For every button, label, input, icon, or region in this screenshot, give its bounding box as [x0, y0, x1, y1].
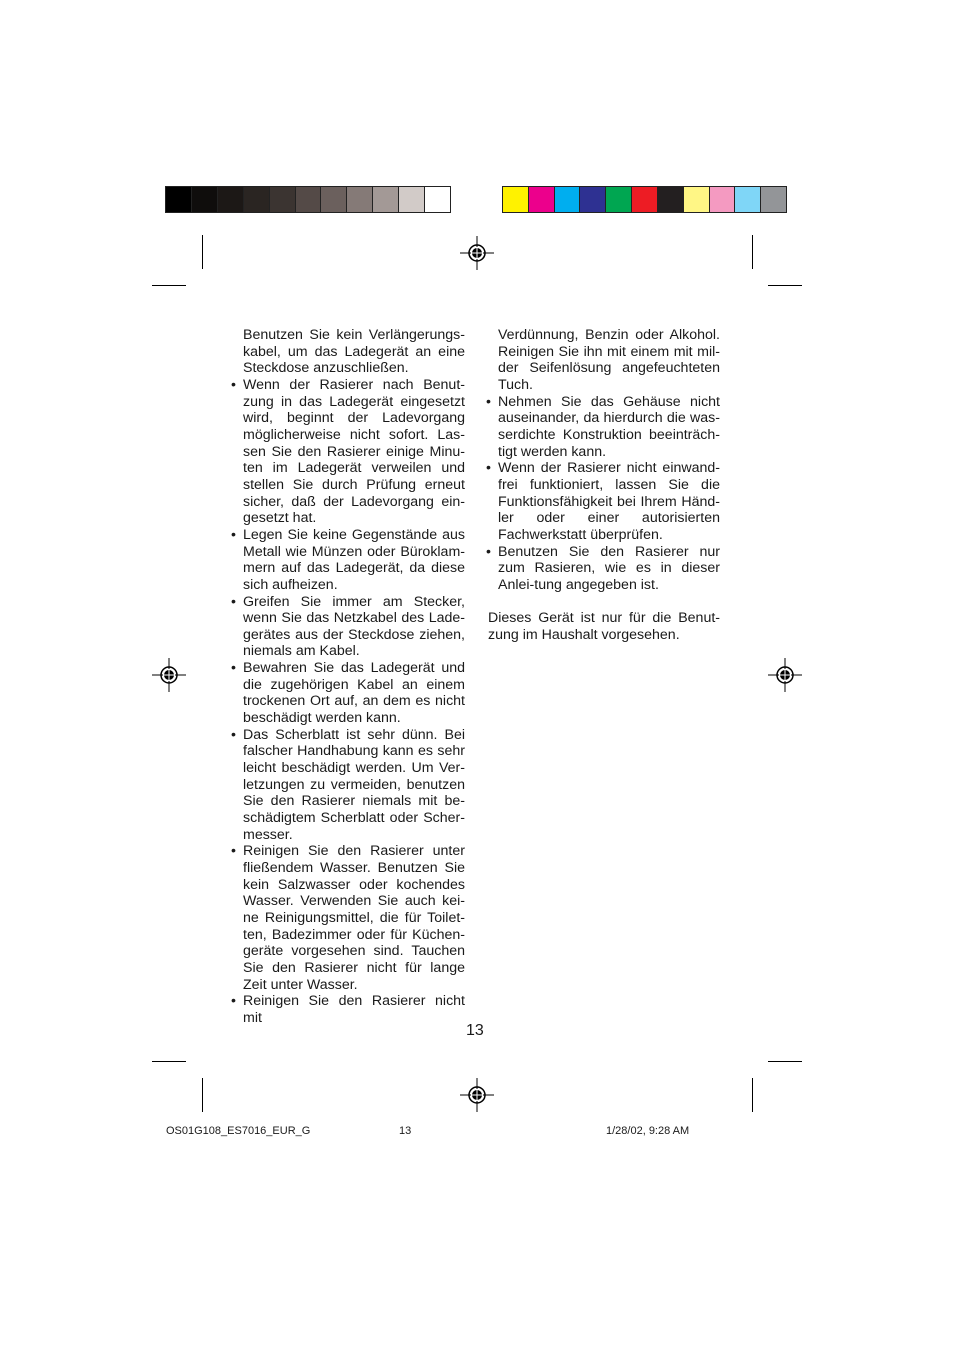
list-item-text: Reinigen Sie den Rasierer nicht mit — [243, 993, 465, 1026]
left-list-item-7 — [231, 993, 465, 1026]
list-item-text: Reinigen Sie den Rasierer unter fließendem Wasser. Benutzen Sie kein Salzwasser oder kochendes Wasser. Verwenden Sie auch kei-ne Reinigungsmittel, die für Toilet-ten, Badezimmer oder für Küchen-geräte vorgesehen sind. Tauchen Sie den Rasierer nicht für lange Zeit unter Wasser. — [243, 843, 465, 993]
bullet: • — [231, 593, 236, 610]
color-swatch-10 — [734, 187, 760, 212]
bullet: • — [231, 726, 236, 743]
left-list-item-3 — [231, 593, 465, 661]
color-swatch-2 — [528, 187, 554, 212]
crop-mark-bottom-left-horizontal — [152, 1061, 186, 1062]
gray-swatch-5 — [269, 187, 295, 212]
color-swatch-3 — [554, 187, 580, 212]
bullet: • — [231, 526, 236, 543]
left-list-item-4 — [231, 660, 465, 727]
color-swatch-6 — [631, 187, 657, 212]
left-text-column — [231, 327, 465, 1027]
footer-timestamp: 1/28/02, 9:28 AM — [606, 1125, 690, 1137]
crop-mark-bottom-left-vertical — [202, 1078, 203, 1112]
registration-mark-right-icon — [768, 658, 802, 692]
list-item-text: Wenn der Rasierer nach Benut-zung in das Ladegerät eingesetzt wird, beginnt der Ladevorgang möglicherweise nicht sofort. Las-sen Sie den Rasierer einige Minu-ten im Ladegerät verweilen und stellen Sie durch Prüfung erneut sicher, daß der Ladevorgang ein-gesetzt hat. — [243, 376, 465, 527]
registration-mark-top-icon — [460, 236, 494, 270]
crop-mark-bottom-right-horizontal — [768, 1061, 802, 1062]
gray-swatch-1 — [166, 187, 191, 212]
color-swatch-8 — [683, 187, 709, 212]
color-swatch-1 — [503, 187, 528, 212]
grayscale-calibration-bar — [165, 186, 451, 213]
left-list-item-1 — [231, 376, 465, 527]
bullet: • — [231, 376, 236, 393]
gray-swatch-7 — [320, 187, 346, 212]
color-swatch-4 — [579, 187, 605, 212]
list-item-text: Legen Sie keine Gegenstände aus Metall wie Münzen oder Büroklam-mern auf das Ladegerät, da diese sich aufheizen. — [243, 526, 465, 593]
bullet: • — [486, 460, 491, 477]
list-item-text: Das Scherblatt ist sehr dünn. Bei falscher Handhabung kann es sehr leicht beschädigt werden. Um Ver-letzungen zu vermeiden, benutzen Sie den Rasierer niemals mit be-schädigtem Scherblatt oder Scher-messer. — [243, 726, 465, 843]
gray-swatch-2 — [191, 187, 217, 212]
gray-swatch-6 — [295, 187, 321, 212]
gray-swatch-9 — [372, 187, 398, 212]
color-swatch-11 — [760, 187, 786, 212]
registration-mark-left-icon — [152, 658, 186, 692]
crop-mark-top-right-vertical — [752, 235, 753, 269]
bullet: • — [486, 393, 491, 410]
bullet: • — [486, 543, 491, 560]
gray-swatch-8 — [346, 187, 372, 212]
right-continuation-paragraph: Verdünnung, Benzin oder Alkohol. Reinigen Sie ihn mit einem mit mil-der Seifenlösung angefeuchteten Tuch. — [498, 327, 720, 393]
footer-filename: OS01G108_ES7016_EUR_G — [166, 1125, 311, 1137]
household-use-note: Dieses Gerät ist nur für die Benut-zung im Haushalt vorgesehen. — [488, 610, 720, 643]
right-list-item-2 — [486, 460, 720, 543]
gray-swatch-4 — [243, 187, 269, 212]
crop-mark-top-right-horizontal — [768, 285, 802, 286]
gray-swatch-10 — [398, 187, 424, 212]
left-intro-paragraph: Benutzen Sie kein Verlängerungs-kabel, um das Ladegerät an eine Steckdose anzuschließen. — [243, 327, 465, 377]
list-item-text: Wenn der Rasierer nicht einwand-frei funktioniert, lassen Sie die Funktionsfähigkeit bei Ihrem Händ-ler oder einer autorisierten Fachwerkstatt überprüfen. — [498, 460, 720, 543]
right-text-column — [486, 327, 720, 594]
list-item-text: Greifen Sie immer am Stecker, wenn Sie das Netzkabel des Lade-gerätes aus der Steckdose ziehen, niemals am Kabel. — [243, 593, 465, 660]
left-list-item-6 — [231, 843, 465, 993]
right-list-item-1 — [486, 393, 720, 461]
crop-mark-top-left-vertical — [202, 235, 203, 269]
list-item-text: Bewahren Sie das Ladegerät und die zugehörigen Kabel an einem trockenen Ort auf, an dem es nicht beschädigt werden kann. — [243, 660, 465, 727]
footer-page: 13 — [399, 1125, 412, 1137]
color-calibration-bar — [502, 186, 787, 213]
bullet: • — [231, 843, 236, 860]
color-swatch-7 — [657, 187, 683, 212]
bullet: • — [231, 660, 236, 677]
right-list-item-3 — [486, 543, 720, 594]
color-swatch-5 — [605, 187, 631, 212]
list-item-text: Benutzen Sie den Rasierer nur zum Rasieren, wie es in dieser Anlei-tung angegeben ist. — [498, 543, 720, 593]
color-swatch-9 — [709, 187, 735, 212]
bullet: • — [231, 993, 236, 1010]
gray-swatch-3 — [217, 187, 243, 212]
list-item-text: Nehmen Sie das Gehäuse nicht auseinander, da hierdurch die was-serdichte Konstruktion beeinträch-tigt werden kann. — [498, 393, 720, 460]
page-number: 13 — [466, 1022, 484, 1039]
registration-mark-bottom-icon — [460, 1078, 494, 1112]
crop-mark-bottom-right-vertical — [752, 1078, 753, 1112]
gray-swatch-11 — [424, 187, 450, 212]
left-list-item-2 — [231, 526, 465, 594]
crop-mark-top-left-horizontal — [152, 285, 186, 286]
left-list-item-5 — [231, 726, 465, 844]
